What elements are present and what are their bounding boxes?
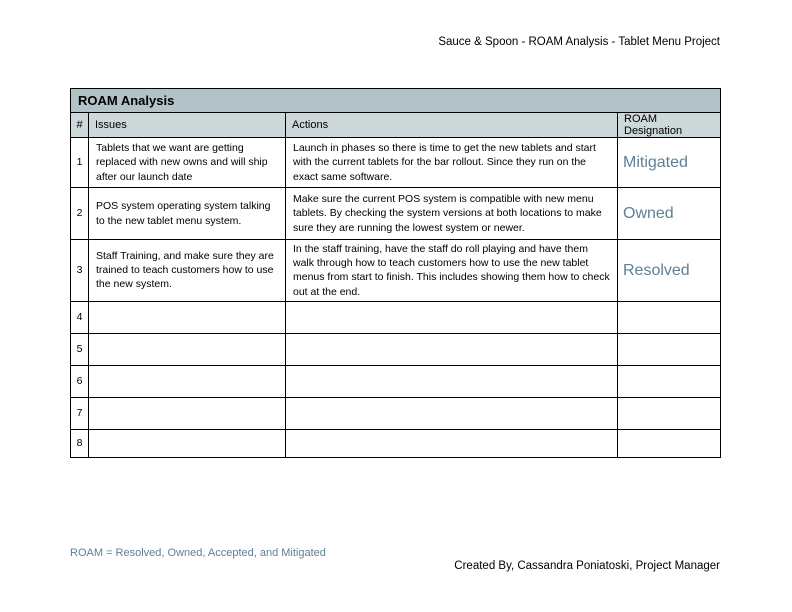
- col-header-number: #: [71, 113, 89, 138]
- designation-cell: [618, 365, 721, 397]
- action-cell: [286, 429, 618, 457]
- designation-cell: Resolved: [618, 240, 721, 302]
- col-header-roam-designation: ROAM Designation: [618, 113, 721, 138]
- table-row: [71, 138, 721, 188]
- action-cell: [286, 301, 618, 333]
- roam-legend: ROAM = Resolved, Owned, Accepted, and Mitigated: [70, 547, 326, 559]
- table-row: [71, 301, 721, 333]
- issue-cell: [89, 397, 286, 429]
- designation-cell: [618, 333, 721, 365]
- col-header-actions: Actions: [286, 113, 618, 138]
- designation-cell: [618, 397, 721, 429]
- document-title: Sauce & Spoon - ROAM Analysis - Tablet Menu Project: [438, 36, 720, 48]
- row-number: 5: [71, 333, 89, 365]
- col-header-issues: Issues: [89, 113, 286, 138]
- row-number: 4: [71, 301, 89, 333]
- designation-cell: Owned: [618, 188, 721, 240]
- issue-cell: Tablets that we want are getting replaced with new owns and will ship after our launch date: [89, 138, 286, 188]
- row-number: 1: [71, 138, 89, 188]
- row-number: 6: [71, 365, 89, 397]
- table-title: ROAM Analysis: [71, 89, 721, 113]
- table-title-row: [71, 89, 721, 113]
- table-row: [71, 333, 721, 365]
- table-row: [71, 188, 721, 240]
- action-cell: [286, 333, 618, 365]
- table-row: [71, 240, 721, 302]
- table-header-row: [71, 113, 721, 138]
- created-by-credit: Created By, Cassandra Poniatoski, Project Manager: [454, 560, 720, 572]
- table-row: [71, 429, 721, 457]
- issue-cell: [89, 301, 286, 333]
- action-cell: In the staff training, have the staff do roll playing and have them walk through how to teach customers how to use the new tablet menus from start to finish. This includes showing them how to check out at the end.: [286, 240, 618, 302]
- table-row: [71, 365, 721, 397]
- issue-cell: [89, 429, 286, 457]
- issue-cell: [89, 333, 286, 365]
- designation-cell: Mitigated: [618, 138, 721, 188]
- action-cell: [286, 365, 618, 397]
- action-cell: Launch in phases so there is time to get the new tablets and start with the current tablets for the bar rollout. Since they run on the exact same software.: [286, 138, 618, 188]
- issue-cell: Staff Training, and make sure they are trained to teach customers how to use the new system.: [89, 240, 286, 302]
- row-number: 8: [71, 429, 89, 457]
- row-number: 3: [71, 240, 89, 302]
- issue-cell: [89, 365, 286, 397]
- action-cell: Make sure the current POS system is compatible with new menu tablets. By checking the system versions at both locations to make sure they are running the lowest system or newer.: [286, 188, 618, 240]
- designation-cell: [618, 429, 721, 457]
- row-number: 7: [71, 397, 89, 429]
- table-row: [71, 397, 721, 429]
- row-number: 2: [71, 188, 89, 240]
- action-cell: [286, 397, 618, 429]
- roam-analysis-table: [70, 88, 721, 458]
- designation-cell: [618, 301, 721, 333]
- issue-cell: POS system operating system talking to the new tablet menu system.: [89, 188, 286, 240]
